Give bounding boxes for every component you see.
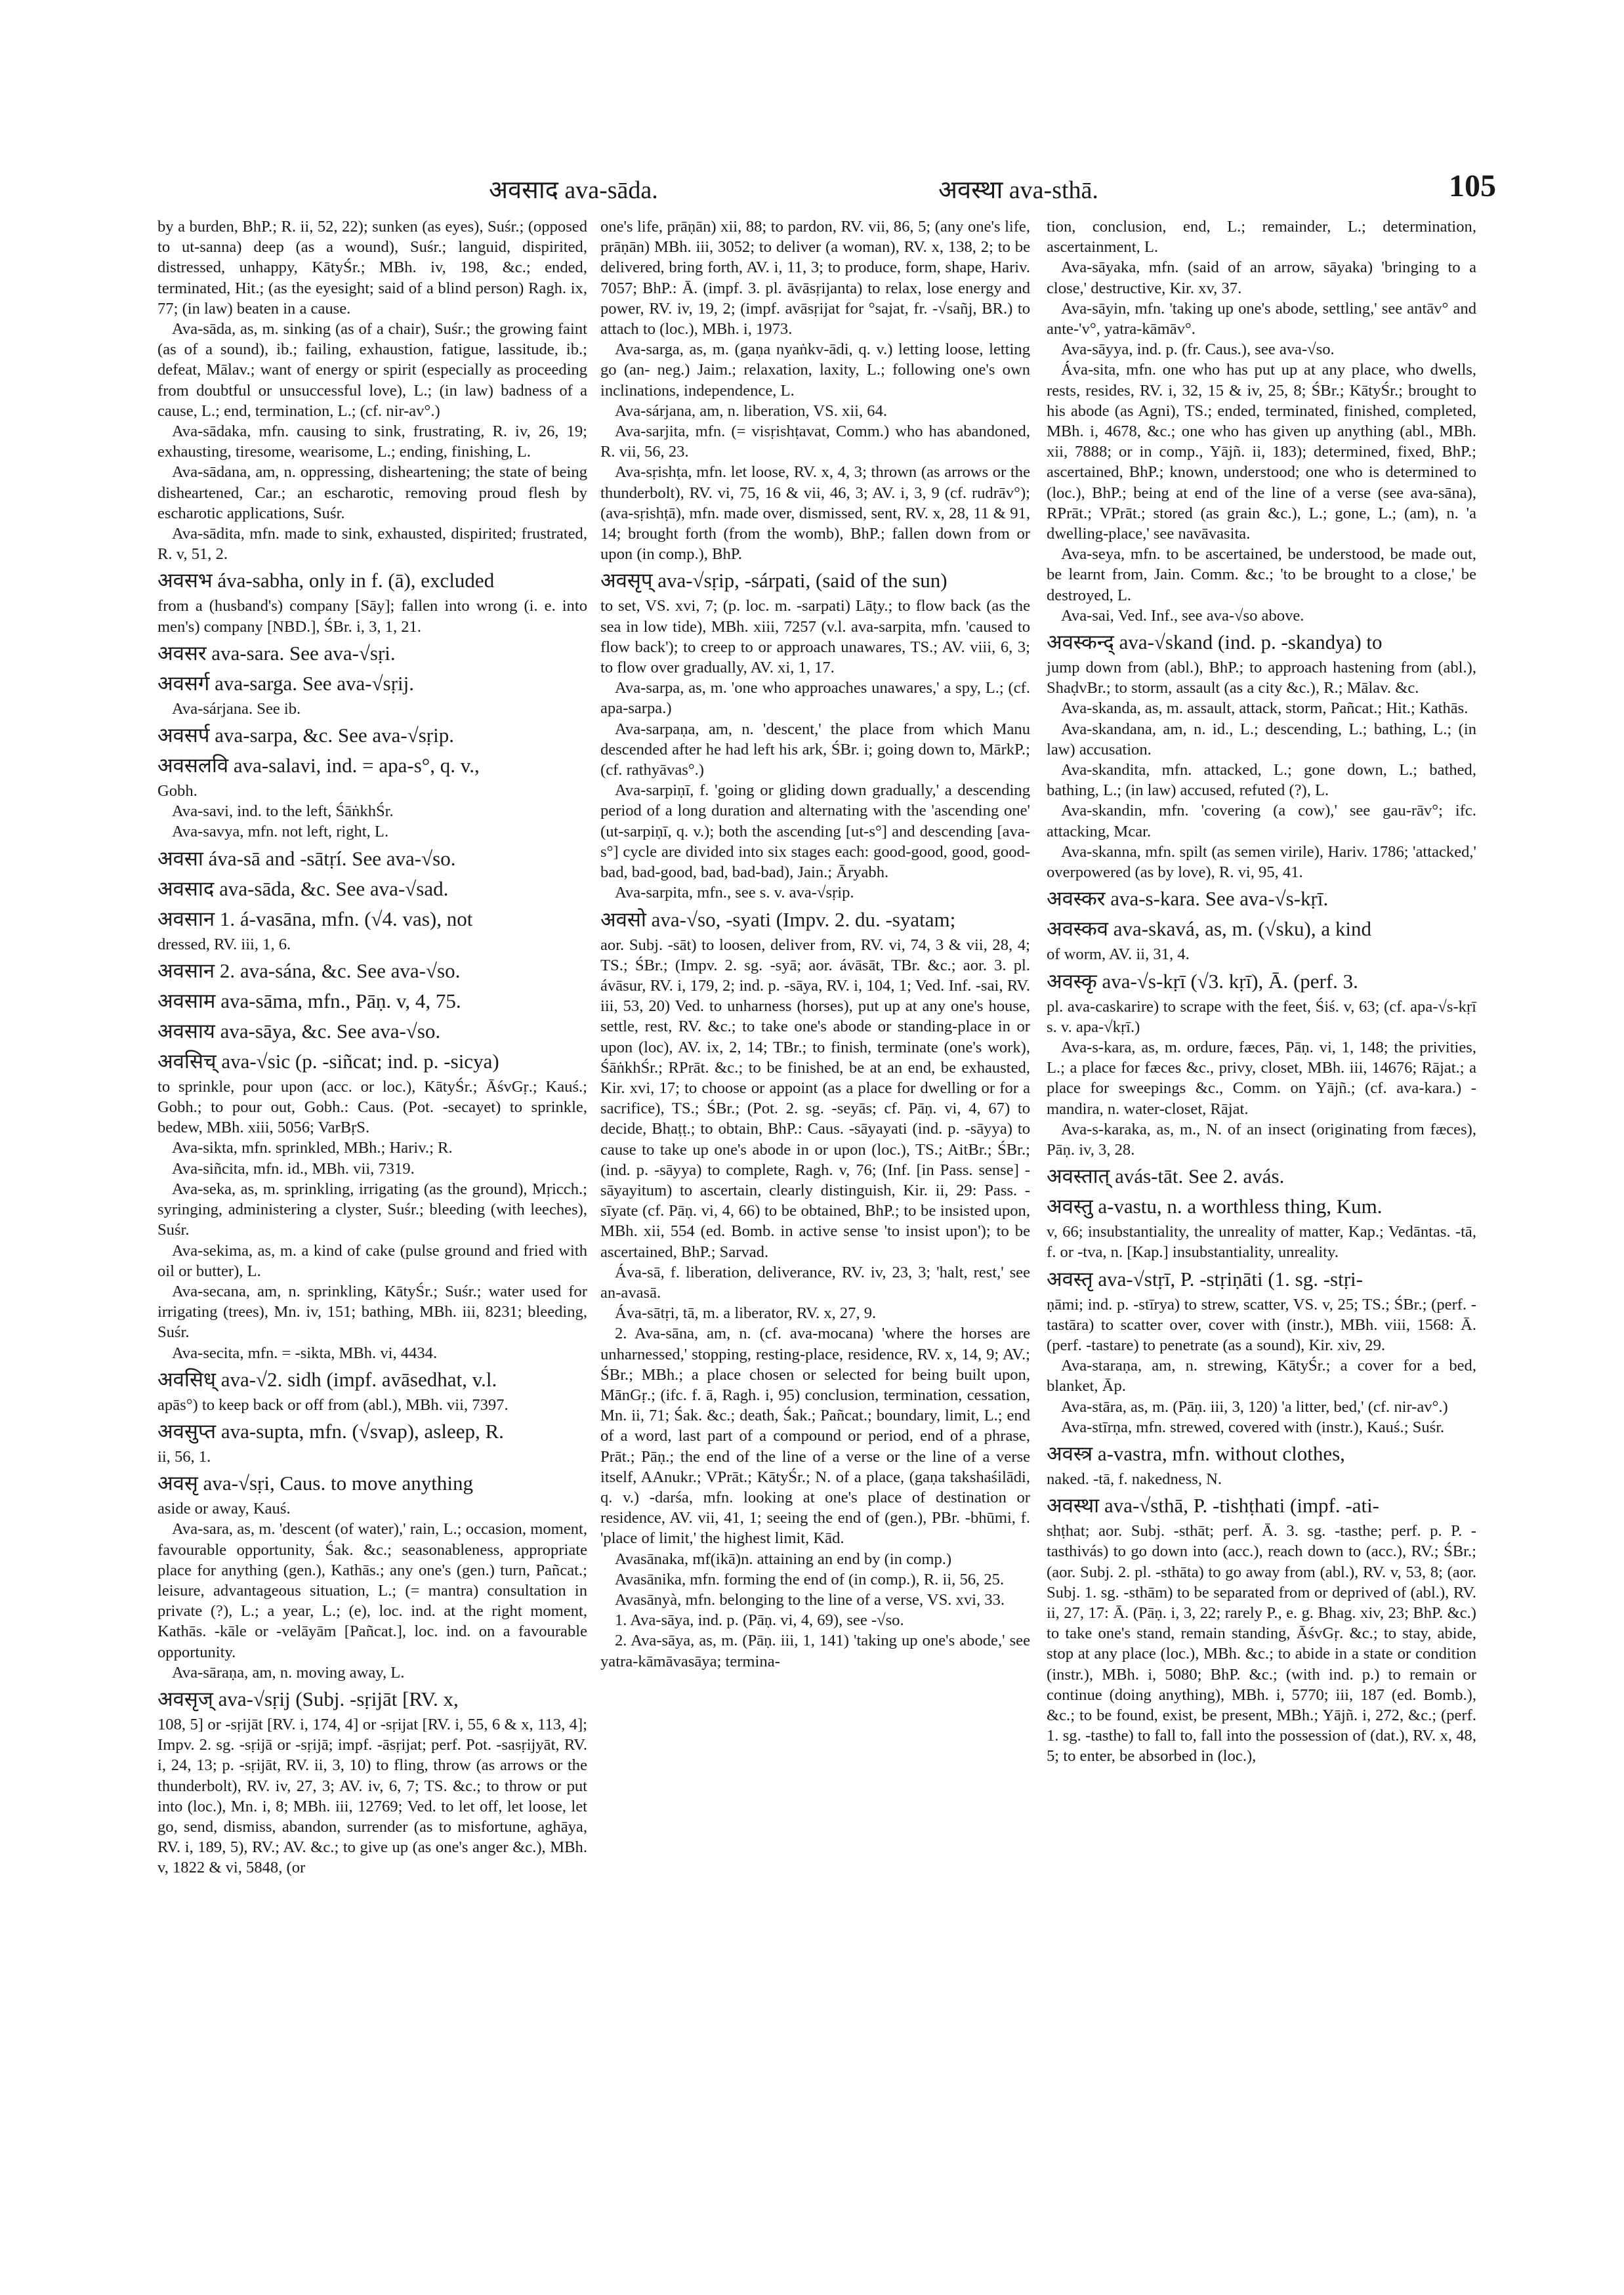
headword-entry: अवसलवि ava-salavi, ind. = apa-s°, q. v.,	[157, 754, 480, 777]
dictionary-entry: v, 66; insubstantiality, the unreality of matter, Kap.; Vedāntas. -tā, f. or -tva, n. [Kap.] insubstantiality, unreality.	[1047, 1223, 1476, 1262]
dictionary-entry: Ava-sādana, am, n. oppressing, disheartening; the state of being disheartened, Car.; an escharotic, removing proud flesh by escharotic applications, Suśr.	[157, 463, 587, 522]
dictionary-entry: Ava-sekima, as, m. a kind of cake (pulse ground and fried with oil or butter), L.	[157, 1241, 587, 1280]
dictionary-entry: Ava-secita, mfn. = -sikta, MBh. vi, 4434.	[172, 1344, 438, 1362]
dictionary-entry: aside or away, Kauś.	[157, 1500, 291, 1518]
headword-entry: अवसान 2. ava-sána, &c. See ava-√so.	[157, 959, 461, 982]
dictionary-column-2	[600, 217, 1030, 1672]
dictionary-entry: Áva-sā, f. liberation, deliverance, RV. iv, 23, 3; 'halt, rest,' see an-avasā.	[600, 1263, 1030, 1302]
headword-entry: अवस्कृ ava-√s-kṛī (√3. kṛī), Ā. (perf. 3.	[1047, 969, 1358, 993]
headword-entry: अवसिच् ava-√sic (p. -siñcat; ind. p. -sicya)	[157, 1049, 499, 1073]
dictionary-entry: Ava-skandita, mfn. attacked, L.; gone down, L.; bathed, bathing, L.; (in law) accused, refuted (?), L.	[1047, 761, 1476, 800]
dictionary-entry: 108, 5] or -sṛijāt [RV. i, 174, 4] or -sṛijat [RV. i, 55, 6 & x, 113, 4]; Impv. 2. sg. -sṛijā or -sṛijā; impf. -āsṛijat; perf. Pot. -sasṛijyāt, RV. i, 24, 13; p. -sṛijāt, RV. ii, 3, 10) to fling, throw (as arrows or the thunderbolt), RV. iv, 27, 3; AV. iv, 6, 7; TS. &c.; to throw or put into (loc.), Mn. i, 8; MBh. iii, 12769; Ved. to let off, let loose, let go, send, dismiss, abandon, surrender (as to misfortune, aghāya, RV. i, 189, 5), RV.; AV. &c.; to give up (as one's anger &c.), MBh. v, 1822 & vi, 5848, (or	[157, 1715, 587, 1877]
headword-entry: अवस्कव ava-skavá, as, m. (√sku), a kind	[1047, 917, 1371, 941]
dictionary-entry: 1. Ava-sāya, ind. p. (Pāṇ. vi, 4, 69), see -√so.	[615, 1611, 904, 1630]
dictionary-entry: Ava-seka, as, m. sprinkling, irrigating (as the ground), Mṛicch.; syringing, administering a clyster, Suśr.; bleeding (with leeches), Suśr.	[157, 1180, 587, 1239]
dictionary-entry: Avasānaka, mf(ikā)n. attaining an end by (in comp.)	[615, 1550, 952, 1568]
dictionary-entry: Ava-stāra, as, m. (Pāṇ. iii, 3, 120) 'a litter, bed,' (cf. nir-av°.)	[1061, 1397, 1448, 1416]
dictionary-entry: Ava-skandin, mfn. 'covering (a cow),' see gau-rāv°; ifc. attacking, Mcar.	[1047, 802, 1476, 840]
headword-entry: अवसृप् ava-√sṛip, -sárpati, (said of the sun)	[600, 569, 947, 592]
page-header	[157, 169, 1496, 205]
dictionary-entry: Ava-sarga, as, m. (gaṇa nyaṅkv-ādi, q. v.) letting loose, letting go (an- neg.) Jaim.; relaxation, laxity, L.; following one's own inclinations, independence, L.	[600, 341, 1030, 400]
page-number: 105	[1449, 169, 1496, 203]
headword-entry: अवस्कन्द् ava-√skand (ind. p. -skandya) to	[1047, 631, 1383, 654]
dictionary-entry: Ava-siñcita, mfn. id., MBh. vii, 7319.	[172, 1159, 415, 1178]
dictionary-entry: apās°) to keep back or off from (abl.), MBh. vii, 7397.	[157, 1396, 509, 1414]
dictionary-entry: shṭhat; aor. Subj. -sthāt; perf. Ā. 3. sg. -tasthe; perf. p. P. -tasthivás) to go down into (acc.), reach down to (acc.), RV.; ŚBr.; (aor. Subj. 2. pl. -sthāta) to go away from (abl.), RV. v, 53, 8; (aor. Subj. 1. sg. -sthām) to be separated from or deprived of (abl.), RV. ii, 27, 17: Ā. (Pāṇ. i, 3, 22; rarely P., e. g. Bhag. xiv, 23; BhP. &c.) to take one's stand, remain standing, ĀśvGṛ. &c.; to stay, abide, stop at any place (loc.), MBh. &c.; to abide in a state or condition (instr.), MBh. i, 5080; BhP. &c.; (with ind. p.) to remain or continue (doing anything), MBh. i, 5770; iii, 187 (ed. Bomb.), &c.; to be found, exist, be present, MBh.; Yājñ. i, 272, &c.; (perf. 1. sg. -tasthe) to fall to, fall into the possession of (dat.), RV. x, 48, 5; to enter, be absorbed in (loc.),	[1047, 1522, 1476, 1766]
dictionary-entry: Ava-sāyin, mfn. 'taking up one's abode, settling,' see antāv° and ante-'v°, yatra-kāmāv°.	[1047, 299, 1476, 339]
dictionary-entry: Ava-savi, ind. to the left, ŚāṅkhŚr.	[172, 802, 394, 821]
dictionary-entry: Ava-sarpita, mfn., see s. v. ava-√sṛip.	[615, 884, 854, 902]
dictionary-entry: by a burden, BhP.; R. ii, 52, 22); sunken (as eyes), Suśr.; (opposed to ut-sanna) deep (as a wound), Suśr.; languid, dispirited, distressed, unhappy, KātyŚr.; MBh. iv, 198, &c.; ended, terminated, Hit.; (as the eyesight; said of a blind person) Ragh. ix, 77; (in law) beaten in a cause.	[157, 218, 587, 318]
dictionary-entry: Ava-sarpaṇa, am, n. 'descent,' the place from which Manu descended after he had left his ark, ŚBr. i; going down to, MārkP.; (cf. rathyāvas°.)	[600, 720, 1030, 779]
dictionary-entry: Ava-seya, mfn. to be ascertained, be understood, be made out, be learnt from, Jain. Comm. &c.; 'to be brought to a close,' be destroyed, L.	[1047, 545, 1476, 604]
dictionary-entry: Avasānyà, mfn. belonging to the line of a verse, VS. xvi, 33.	[615, 1591, 1005, 1609]
headword-entry: अवसर ava-sara. See ava-√sṛi.	[157, 641, 396, 665]
dictionary-entry: Ava-sarpa, as, m. 'one who approaches unawares,' a spy, L.; (cf. apa-sarpa.)	[600, 679, 1030, 718]
dictionary-entry: Ava-sárjana. See ib.	[172, 699, 301, 718]
headword-entry: अवस्त्र a-vastra, mfn. without clothes,	[1047, 1441, 1345, 1465]
dictionary-entry: Ava-skandana, am, n. id., L.; descending, L.; bathing, L.; (in law) accusation.	[1047, 720, 1476, 758]
dictionary-entry: pl. ava-caskarire) to scrape with the feet, Śiś. v, 63; (cf. apa-√s-kṛī s. v. apa-√kṛī.)	[1047, 997, 1476, 1036]
headword-entry: अवसा áva-sā and -sātṛí. See ava-√so.	[157, 846, 456, 870]
right-running-headword: अवस्था ava-sthā.	[938, 176, 1098, 204]
dictionary-entry: Ava-staraṇa, am, n. strewing, KātyŚr.; a cover for a bed, blanket, Āp.	[1047, 1357, 1476, 1396]
dictionary-column-1	[157, 217, 587, 1878]
dictionary-entry: Gobh.	[157, 782, 198, 800]
dictionary-entry: Ava-sṛishṭa, mfn. let loose, RV. x, 4, 3; thrown (as arrows or the thunderbolt), RV. vi, 75, 16 & vii, 46, 3; AV. i, 3, 9 (cf. rudrāv°); (ava-sṛishṭā), mfn. made over, dismissed, sent, RV. x, 28, 11 & 91, 14; brought forth (from the womb), BhP.; fallen down from or upon (in comp.), BhP.	[600, 463, 1030, 564]
headword-entry: अवसाम ava-sāma, mfn., Pāṇ. v, 4, 75.	[157, 989, 461, 1012]
dictionary-entry: Ava-skanda, as, m. assault, attack, storm, Pañcat.; Hit.; Kathās.	[1061, 699, 1468, 718]
dictionary-entry: 2. Ava-sāna, am, n. (cf. ava-mocana) 'where the horses are unharnessed,' stopping, resting-place, residence, RV. x, 14, 9; AV.; ŚBr.; MBh.; a place chosen or selected for being built upon, MānGṛ.; (ifc. f. ā, Ragh. i, 95) conclusion, termination, cessation, Mn. ii, 71; Śak. &c.; death, Śak.; Pañcat.; boundary, limit, L.; end of a word, last part of a compound or period, end of a phrase, Prāt.; Pāṇ.; the end of the line of a verse or the line of a verse itself, AAnukr.; VPrāt.; KātyŚr.; N. of a place, (gaṇa takshaśilādi, q. v.) -darśa, mfn. looking at one's place of destination or residence, AV. vii, 41, 1; seeing the end of (gen.), PBr. -bhūmi, f. 'place of limit,' the highest limit, Kād.	[600, 1325, 1030, 1548]
dictionary-entry: from a (husband's) company [Sāy]; fallen into wrong (i. e. into men's) company [NBD.], ŚBr. i, 3, 1, 21.	[157, 597, 587, 636]
dictionary-entry: Ava-sāraṇa, am, n. moving away, L.	[172, 1663, 405, 1682]
dictionary-entry: ṇāmi; ind. p. -stīrya) to strew, scatter, VS. v, 25; TS.; ŚBr.; (perf. -tastāra) to scatter over, cover with (instr.), MBh. viii, 1568: Ā. (perf. -tastare) to penetrate (as a sound), Kir. xiv, 29.	[1047, 1295, 1476, 1354]
dictionary-entry: Ava-sara, as, m. 'descent (of water),' rain, L.; occasion, moment, favourable opportunity, Śak. &c.; seasonableness, appropriate place for anything (gen.), Kathās.; any one's (gen.) turn, Pañcat.; leisure, advantageous situation, L.; (= mantra) consultation in private (?), L.; a year, L.; (e), loc. ind. at the right moment, Kathās. -kāle or -velāyām [Pañcat.], loc. ind. on a favourable opportunity.	[157, 1520, 587, 1661]
headword-entry: अवस्तु a-vastu, n. a worthless thing, Kum.	[1047, 1195, 1383, 1218]
dictionary-entry: Ava-sárjana, am, n. liberation, VS. xii, 64.	[615, 402, 888, 420]
dictionary-entry: Ava-sai, Ved. Inf., see ava-√so above.	[1061, 606, 1304, 625]
dictionary-entry: aor. Subj. -sāt) to loosen, deliver from, RV. vi, 74, 3 & vii, 28, 4; TS.; ŚBr.; (Impv. 2. sg. -syā; aor. ávāsāt, TBr. &c.; aor. 3. pl. ávāsur, RV. i, 179, 2; ind. p. -sāya, RV. i, 104, 1; Ved. Inf. -sai, RV. iii, 53, 20) Ved. to unharness (horses), put up at any one's house, settle, rest, RV. &c.; to take one's abode or standing-place in or upon (loc), AV. ix, 2, 14; TBr.; to finish, terminate (one's work), ŚāṅkhŚr.; RPrāt. &c.; to be finished, be at an end, be exhausted, Kir. xvi, 17; to choose or appoint (as a place for dwelling or for a sacrifice), TS.; ŚBr.; (Pot. 2. sg. -seyās; cf. Pāṇ. vi, 4, 67) to decide, Bhaṭṭ.; to obtain, BhP.: Caus. -sāyayati (ind. p. -sāyya) to cause to take up one's abode in or upon (loc.), TS.; AitBr.; ŚBr.; (ind. p. -sāyya) to complete, Ragh. v, 76; (Inf. [in Pass. sense] -sāyayitum) to ascertain, clearly distinguish, Kir. ii, 29: Pass. -sīyate (cf. Pāṇ. vi, 4, 66) to be obtained, BhP.; to be insisted upon, MBh. xii, 554 (ed. Bomb. in active sense 'to insist upon'); to be ascertained, BhP.; Sarvad.	[600, 936, 1030, 1261]
dictionary-entry: Ava-sāyya, ind. p. (fr. Caus.), see ava-√so.	[1061, 341, 1335, 359]
headword-entry: अवस्था ava-√sthā, P. -tishṭhati (impf. -ati-	[1047, 1494, 1380, 1518]
headword-entry: अवसाय ava-sāya, &c. See ava-√so.	[157, 1019, 441, 1043]
headword-entry: अवस्तृ ava-√stṛī, P. -stṛiṇāti (1. sg. -stṛi-	[1047, 1267, 1363, 1291]
dictionary-entry: to sprinkle, pour upon (acc. or loc.), KātyŚr.; ĀśvGṛ.; Kauś.; Gobh.; to pour out, Gobh.: Caus. (Pot. -secayet) to sprinkle, bedew, MBh. xiii, 5056; VarBṛS.	[157, 1077, 587, 1137]
headword-entry: अवसर्ग ava-sarga. See ava-√sṛij.	[157, 671, 414, 695]
headword-entry: अवस्कर ava-s-kara. See ava-√s-kṛī.	[1047, 887, 1329, 911]
dictionary-entry: to set, VS. xvi, 7; (p. loc. m. -sarpati) Lāṭy.; to flow back (as the sea in low tide), MBh. xiii, 7257 (v.l. ava-sarpita, mfn. 'caused to flow back'); to creep to or approach unawares, TS.; AV. viii, 6, 3; to flow over gradually, AV. xi, 1, 17.	[600, 597, 1030, 677]
dictionary-entry: Ava-sādaka, mfn. causing to sink, frustrating, R. iv, 26, 19; exhausting, tiresome, wearisome, L.; ending, finishing, L.	[157, 423, 587, 461]
headword-entry: अवस्तात् avás-tāt. See 2. avás.	[1047, 1165, 1285, 1188]
dictionary-entry: Ava-s-karaka, as, m., N. of an insect (originating from fæces), Pāṇ. iv, 3, 28.	[1047, 1120, 1476, 1159]
dictionary-entry: ii, 56, 1.	[157, 1447, 211, 1466]
dictionary-column-3	[1047, 217, 1476, 1767]
dictionary-entry: Ava-sāda, as, m. sinking (as of a chair), Suśr.; the growing faint (as of a sound), ib.; failing, exhaustion, fatigue, lassitude, ib.; defeat, Mālav.; want of energy or spirit (especially as proceeding from doubtful or unsuccessful love), L.; (in law) badness of a cause, L.; end, termination, L.; (cf. nir-av°.)	[157, 320, 587, 420]
headword-entry: अवसो ava-√so, -syati (Impv. 2. du. -syatam;	[600, 907, 956, 931]
dictionary-entry: Ava-secana, am, n. sprinkling, KātyŚr.; Suśr.; water used for irrigating (trees), Mn. iv, 151; bathing, MBh. iii, 8231; bleeding, Suśr.	[157, 1282, 587, 1342]
dictionary-entry: Áva-sita, mfn. one who has put up at any place, who dwells, rests, resides, RV. i, 32, 15 & iv, 25, 8; ŚBr.; KātyŚr.; brought to his abode (as Agni), TS.; ended, terminated, finished, completed, MBh. i, 4678, &c.; one who has given up anything (abl., MBh. xii, 7888; or in comp., Yājñ. ii, 183); determined, fixed, BhP.; ascertained, BhP.; known, understood; one who is determined to (loc.), BhP.; being at end of the line of a verse (see ava-sāna), RPrāt.; VPrāt.; stored (as grain &c.), L.; gone, L.; (am), n. 'a dwelling-place,' see navāvasita.	[1047, 361, 1476, 543]
dictionary-entry: dressed, RV. iii, 1, 6.	[157, 935, 291, 953]
dictionary-entry: Ava-sādita, mfn. made to sink, exhausted, dispirited; frustrated, R. v, 51, 2.	[157, 525, 587, 564]
headword-entry: अवसृज् ava-√sṛij (Subj. -sṛijāt [RV. x,	[157, 1687, 459, 1710]
headword-entry: अवसाद ava-sāda, &c. See ava-√sad.	[157, 877, 449, 900]
dictionary-entry: Avasānika, mfn. forming the end of (in comp.), R. ii, 56, 25.	[615, 1570, 1005, 1588]
dictionary-entry: Ava-skanna, mfn. spilt (as semen virile), Hariv. 1786; 'attacked,' overpowered (as by love), R. vi, 95, 41.	[1047, 842, 1476, 882]
headword-entry: अवसृ ava-√sṛi, Caus. to move anything	[157, 1472, 473, 1495]
dictionary-entry: Áva-sātṛi, tā, m. a liberator, RV. x, 27, 9.	[615, 1304, 877, 1323]
dictionary-entry: Ava-savya, mfn. not left, right, L.	[172, 823, 389, 841]
dictionary-entry: 2. Ava-sāya, as, m. (Pāṇ. iii, 1, 141) 'taking up one's abode,' see yatra-kāmāvasāya; termina-	[600, 1632, 1030, 1670]
dictionary-entry: Ava-sikta, mfn. sprinkled, MBh.; Hariv.; R.	[172, 1139, 453, 1157]
dictionary-entry: Ava-stīrṇa, mfn. strewed, covered with (instr.), Kauś.; Suśr.	[1061, 1418, 1445, 1436]
dictionary-entry: one's life, prāṇān) xii, 88; to pardon, RV. vii, 86, 5; (any one's life, prāṇān) MBh. iii, 3052; to deliver (a woman), RV. x, 138, 2; to be delivered, bring forth, AV. i, 11, 3; to produce, form, shape, Hariv. 7057; BhP.: Ā. (impf. 3. pl. āvāsṛijanta) to relax, lose energy and power, RV. iv, 19, 2; (impf. avāsṛijat for °sajat, fr. -√sañj, BR.) to attach to (loc.), MBh. i, 1973.	[600, 218, 1030, 339]
headword-entry: अवसुप्त ava-supta, mfn. (√svap), asleep, R.	[157, 1419, 504, 1443]
dictionary-entry: Ava-s-kara, as, m. ordure, fæces, Pāṇ. vi, 1, 148; the privities, L.; a place for fæces &c., privy, closet, MBh. iii, 14676; Rājat.; a place for sweepings &c., Comm. on Yājñ.; (cf. ava-kara.) -mandira, n. water-closet, Rājat.	[1047, 1038, 1476, 1118]
headword-entry: अवसान 1. á-vasāna, mfn. (√4. vas), not	[157, 907, 473, 930]
left-running-headword: अवसाद ava-sāda.	[489, 176, 658, 204]
headword-entry: अवसिध् ava-√2. sidh (impf. avāsedhat, v.l.	[157, 1367, 497, 1391]
dictionary-entry: tion, conclusion, end, L.; remainder, L.; determination, ascertainment, L.	[1047, 218, 1476, 257]
dictionary-entry: Ava-sarpiṇī, f. 'going or gliding down gradually,' a descending period of a long duration and alternating with the 'ascending one' (ut-sarpiṇī, q. v.); both the ascending [ut-s°] and descending [ava-s°] cycle are divided into six stages each: good-good, good, good-bad, bad-good, bad, bad-bad), Jain.; Āryabh.	[600, 781, 1030, 882]
dictionary-entry: Ava-sāyaka, mfn. (said of an arrow, sāyaka) 'bringing to a close,' destructive, Kir. xv, 37.	[1047, 258, 1476, 297]
headword-entry: अवसर्प ava-sarpa, &c. See ava-√sṛip.	[157, 724, 454, 747]
dictionary-entry: naked. -tā, f. nakedness, N.	[1047, 1470, 1222, 1488]
dictionary-entry: jump down from (abl.), BhP.; to approach hastening from (abl.), ShaḍvBr.; to storm, assault (as a city &c.), R.; Mālav. &c.	[1047, 659, 1476, 697]
dictionary-entry: of worm, AV. ii, 31, 4.	[1047, 945, 1190, 964]
dictionary-entry: Ava-sarjita, mfn. (= visṛishṭavat, Comm.) who has abandoned, R. vii, 56, 23.	[600, 423, 1030, 461]
headword-entry: अवसभ áva-sabha, only in f. (ā), excluded	[157, 569, 495, 592]
